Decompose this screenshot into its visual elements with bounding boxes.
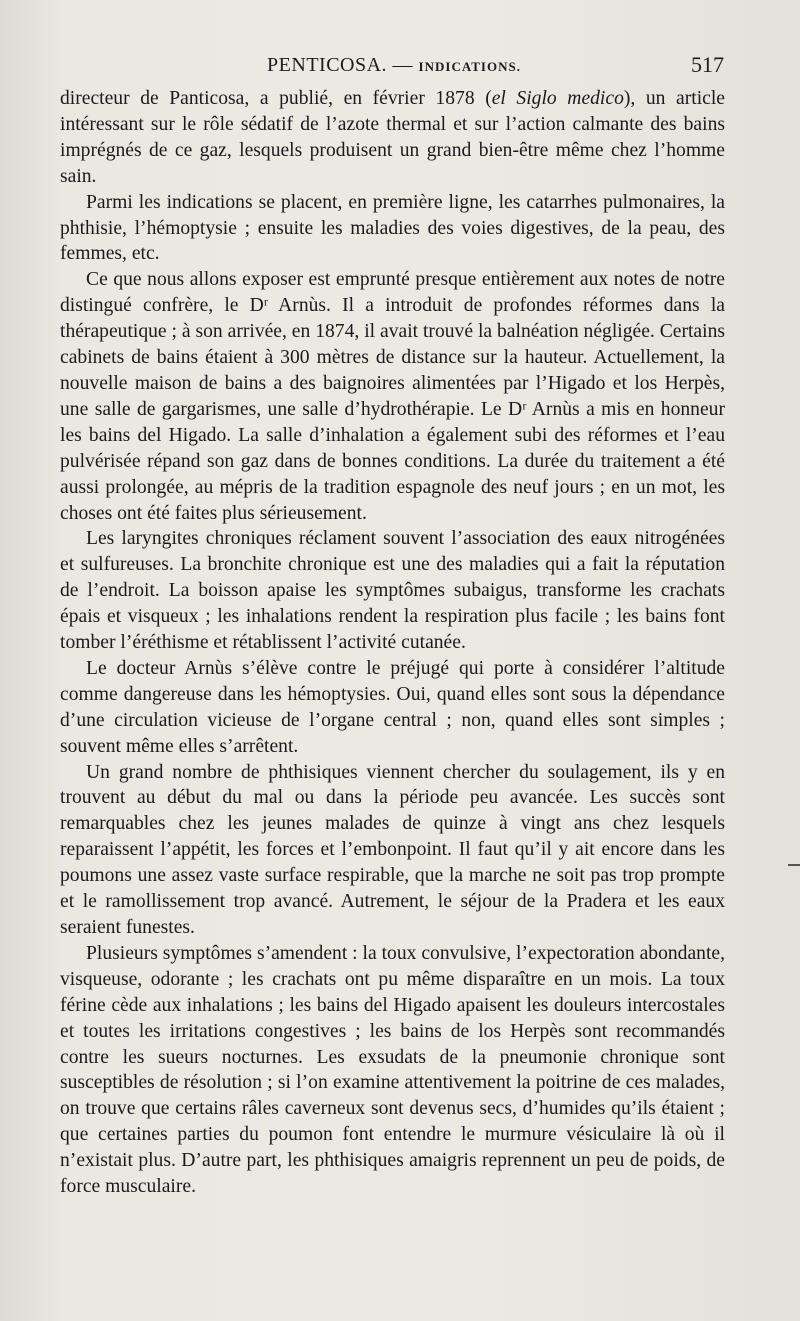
paragraph-3: Ce que nous allons exposer est emprunté presque entièrement aux notes de notre distingué confrère, le Dʳ Arnùs. Il a introduit de profondes réformes dans la thérapeutique ; à son arrivée, en 1874, il avait trouvé la balnéation négligée. Certains cabinets de bains étaient à 300 mètres de distance sur la hauteur. Actuellement, la nouvelle maison de bains a des baignoires alimentées par l’Higado et los Herpès, une salle de gargarismes, une salle d’hydrothérapie. Le Dʳ Arnùs a mis en honneur les bains del Higado. La salle d’inhalation a également subi des réformes et l’eau pulvérisée répand son gaz dans de bonnes conditions. La durée du traitement a été aussi prolongée, au mépris de la tradition espagnole des neuf jours ; en un mot, les choses ont été faites plus sérieusement. — [60, 269, 725, 524]
paragraph-5: Le docteur Arnùs s’élève contre le préjugé qui porte à considérer l’altitude comme dangereuse dans les hémoptysies. Oui, quand elles sont sous la dépendance d’une circulation vicieuse de l’organe central ; non, quand elles sont simples ; souvent même elles s’arrêtent. — [60, 657, 725, 757]
running-head — [60, 54, 728, 77]
page-header — [60, 52, 728, 86]
page-number: 517 — [691, 52, 724, 77]
paragraph-6: Un grand nombre de phthisiques viennent chercher du soulagement, ils y en trouvent au début du mal ou dans la période peu avancée. Les succès sont remarquables chez les jeunes malades de quinze à vingt ans chez lesquels reparaissent l’appétit, les forces et l’embonpoint. Il faut qu’il y ait encore dans les poumons une assez vaste surface respirable, que la marche ne soit pas trop prompte et le ramollissement trop avancé. Autrement, le séjour de la Pradera et les eaux seraient funestes. — [60, 761, 725, 938]
paragraph-7: Plusieurs symptômes s’amendent : la toux convulsive, l’expectoration abondante, visqueuse, odorante ; les crachats ont pu même disparaître en un mois. La toux férine cède aux inhalations ; les bains del Higado apaisent les douleurs intercostales et toutes les irritations congestives ; les bains de los Herpès sont recommandés contre les sueurs nocturnes. Les exsudats de la pneumonie chronique sont susceptibles de résolution ; si l’on examine attentivement la poitrine de ces malades, on trouve que certains râles caverneux sont devenus secs, d’humides qu’ils étaient ; que certaines parties du poumon font entendre le murmure vésiculaire là où il n’existait plus. D’autre part, les phthisiques amaigris reprennent un peu de poids, de force musculaire. — [60, 942, 725, 1198]
paragraph-4: Les laryngites chroniques réclament souvent l’association des eaux nitrogénées et sulfureuses. La bronchite chronique est une des maladies qui a fait la réputation de l’endroit. La boisson apaise les symptômes subaigus, transforme les crachats épais et visqueux ; les inhalations rendent la respiration plus facile ; les bains font tomber l’éréthisme et rétablissent l’activité cutanée. — [60, 528, 725, 654]
paragraph-2: Parmi les indications se placent, en première ligne, les catarrhes pulmonaires, la phthisie, l’hémoptysie ; ensuite les maladies des voies digestives, de la peau, des femmes, etc. — [60, 191, 725, 265]
running-title: PENTICOSA. — [267, 54, 388, 76]
section-title: INDICATIONS. — [418, 59, 521, 74]
journal-title: el Siglo medico — [491, 88, 624, 109]
paragraph-1-text-b: ), un article intéressant sur le rôle sédatif de l’azote thermal et sur l’action calmante des bains imprégnés de ce gaz, lesquels produisent un grand bien-être même chez l’homme sain. — [60, 88, 725, 187]
margin-mark — [788, 864, 800, 866]
body-text — [60, 86, 725, 1200]
paragraph-1 — [60, 86, 725, 190]
paragraph-1-text-a: directeur de Panticosa, a publié, en février 1878 ( — [60, 88, 492, 109]
header-dash: — — [392, 54, 414, 76]
